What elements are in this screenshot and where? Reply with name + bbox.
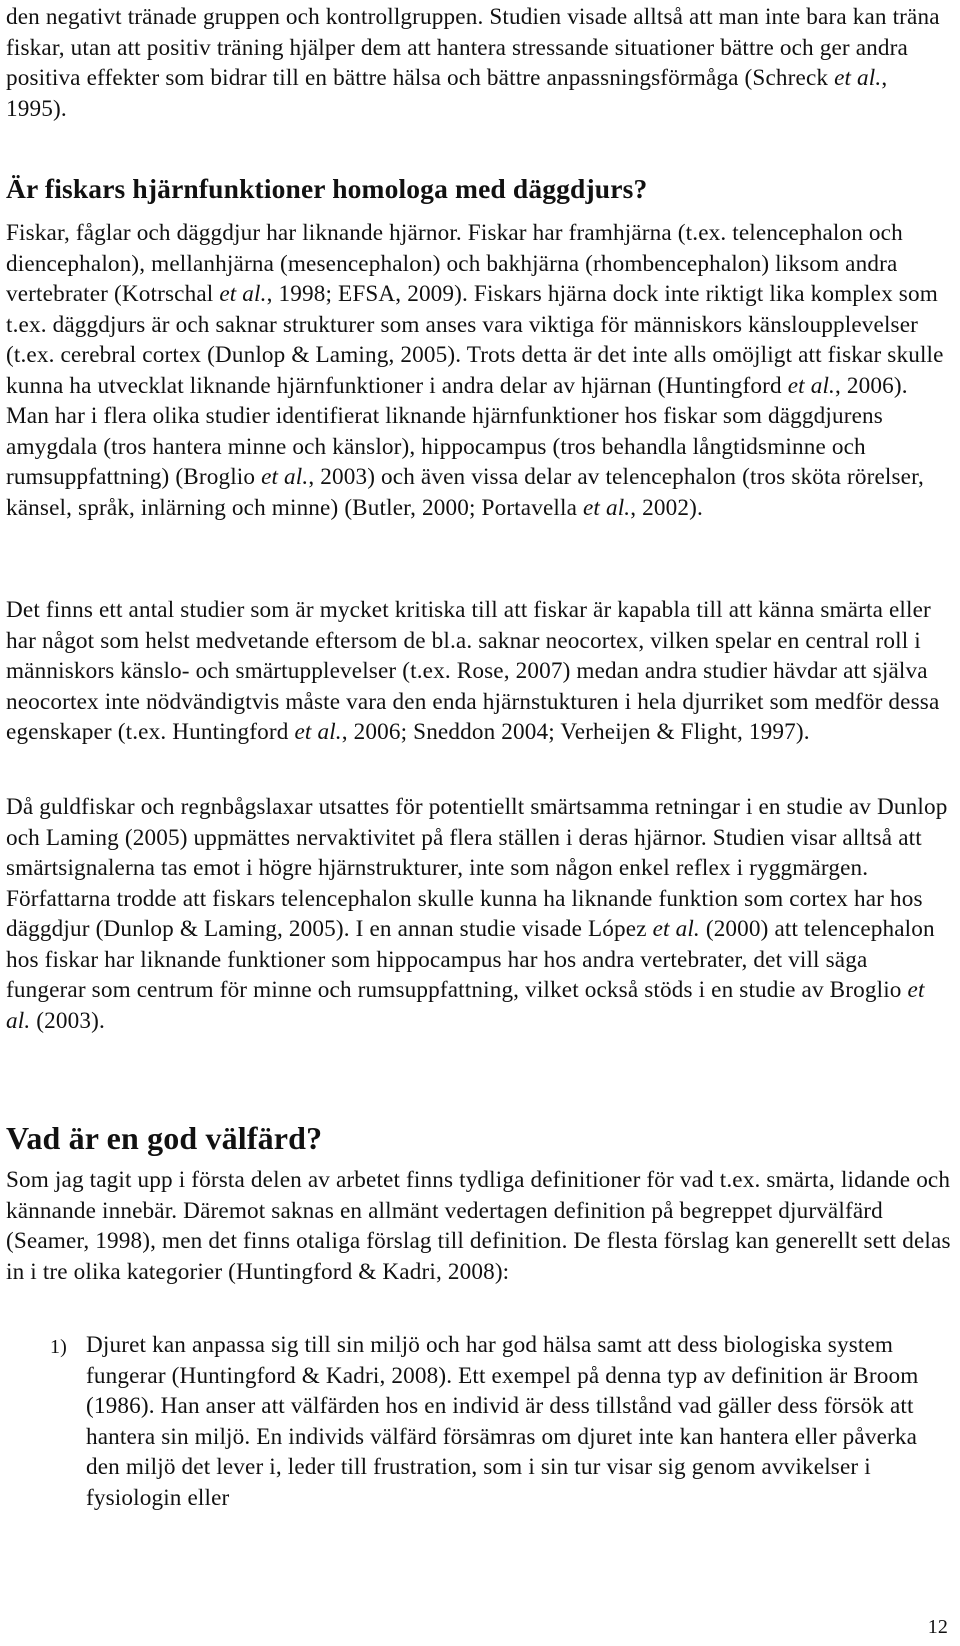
- page-number: 12: [927, 1616, 948, 1638]
- text-span: Fiskar, fåglar och däggdjur har liknande hjärnor. Fiskar har framhjärna (t.ex. telencephalon och diencephalon), mellanhjärna (mesencephalon) och bakhjärna (rhombencephalon) liksom andra vertebrater (Kotrschal: [6, 220, 903, 307]
- italic-citation: et al.: [834, 65, 882, 91]
- section-heading-brain: Är fiskars hjärnfunktioner homologa med däggdjurs?: [6, 173, 648, 204]
- italic-citation: et al.: [261, 464, 309, 490]
- text-span: , 1995).: [6, 65, 888, 122]
- paragraph-intro: [6, 2, 952, 124]
- italic-citation: et al.: [582, 494, 631, 521]
- list-item: [6, 1330, 952, 1513]
- text-span: , 1998; EFSA, 2009). Fiskars hjärna dock inte riktigt lika komplex som t.ex. däggdjurs är och saknar strukturer som anses vara viktiga för människors känsloupplevelser (t.ex. cerebral cortex (Dunlop & Laming, 2005). Trots detta är det inte alls omöjligt att fiskar skulle kunna ha utvecklat liknande hjärnfunktioner i andra delar av hjärnan (Huntingford: [6, 281, 944, 399]
- text-span: den negativt tränade gruppen och kontrollgruppen. Studien visade alltså att man inte bara kan träna fiskar, utan att positiv träning hjälper dem att hantera stressande situationer bättre och ger andra positiva effekter som bidrar till en bättre hälsa och bättre anpassningsförmåga (Schreck: [6, 4, 940, 91]
- section-heading-welfare: Vad är en god välfärd?: [6, 1120, 323, 1156]
- italic-citation: et al.: [6, 977, 925, 1034]
- italic-citation: et al.: [787, 372, 835, 399]
- text-span: , 2006). Man har i flera olika studier identifierat liknande hjärnfunktioner hos fiskar som däggdjurens amygdala (tros hantera minne och känslor), hippocampus (tros behandla långtidsminne och rumsuppfattning) (Broglio: [6, 372, 908, 490]
- text-span: Då guldfiskar och regnbågslaxar utsattes för potentiellt smärtsamma retningar i en studie av Dunlop och Laming (2005) uppmättes nervaktivitet på flera ställen i deras hjärnor. Studien visar alltså att smärtsignalerna tas emot i högre hjärnstrukturer, inte som någon enkel reflex i ryggmärgen. Författarna trodde att fiskars telencephalon skulle kunna ha liknande funktion som cortex har hos däggdjur (Dunlop & Laming, 2005). I en annan studie visade López: [6, 794, 948, 942]
- paragraph-goldfish-study: [6, 792, 952, 1036]
- list-item-text: Djuret kan anpassa sig till sin miljö och har god hälsa samt att dess biologiska system fungerar (Huntingford & Kadri, 2008). Ett exempel på denna typ av definition är Broom (1986). Han anser att välfärden hos en individ är dess tillstånd vad gäller dess försök att hantera sin miljö. En individs välfärd försämras om djuret inte kan hantera eller påverka den miljö det lever i, leder till frustration, som i sin tur visar sig genom avvikelser i fysiologin eller: [86, 1332, 919, 1511]
- italic-citation: et al.: [219, 281, 267, 307]
- italic-citation: et al.: [294, 719, 342, 745]
- italic-citation: et al.: [652, 916, 700, 942]
- text-span: Det finns ett antal studier som är mycket kritiska till att fiskar är kapabla till att känna smärta eller har något som helst medvetande eftersom de bl.a. saknar neocortex, vilken spelar en central roll i människors känslo- och smärtupplevelser (t.ex. Rose, 2007) medan andra studier hävdar att själva neocortex inte nödvändigtvis måste vara den enda hjärnstukturen i hela djurriket som medför dessa egenskaper (t.ex. Huntingford: [6, 597, 940, 745]
- paragraph-brain-structure: [6, 218, 952, 523]
- text-span: (2000) att telencephalon hos fiskar har liknande funktioner som hippocampus har hos andra vertebrater, det vill säga fungerar som centrum för minne och rumsuppfattning, vilket också stöds i en studie av Broglio: [6, 916, 935, 1003]
- text-span: , 2002).: [630, 494, 703, 521]
- paragraph-neocortex: [6, 595, 952, 748]
- text-span: (2003).: [30, 1007, 105, 1034]
- paragraph-welfare-definitions: Som jag tagit upp i första delen av arbetet finns tydliga definitioner för vad t.ex. smärta, lidande och kännande innebär. Däremot saknas en allmänt vedertagen definition på begreppet djurvälfärd (Seamer, 1998), men det finns otaliga förslag till definition. De flesta förslag kan generellt sett delas in i tre olika kategorier (Huntingford & Kadri, 2008):: [6, 1167, 951, 1285]
- text-span: , 2003) och även vissa delar av telencephalon (tros sköta rörelser, känsel, språk, inlärning och minne) (Butler, 2000; Portavella: [6, 464, 924, 521]
- list-item-number: 1): [50, 1336, 67, 1358]
- text-span: , 2006; Sneddon 2004; Verheijen & Flight, 1997).: [341, 719, 810, 745]
